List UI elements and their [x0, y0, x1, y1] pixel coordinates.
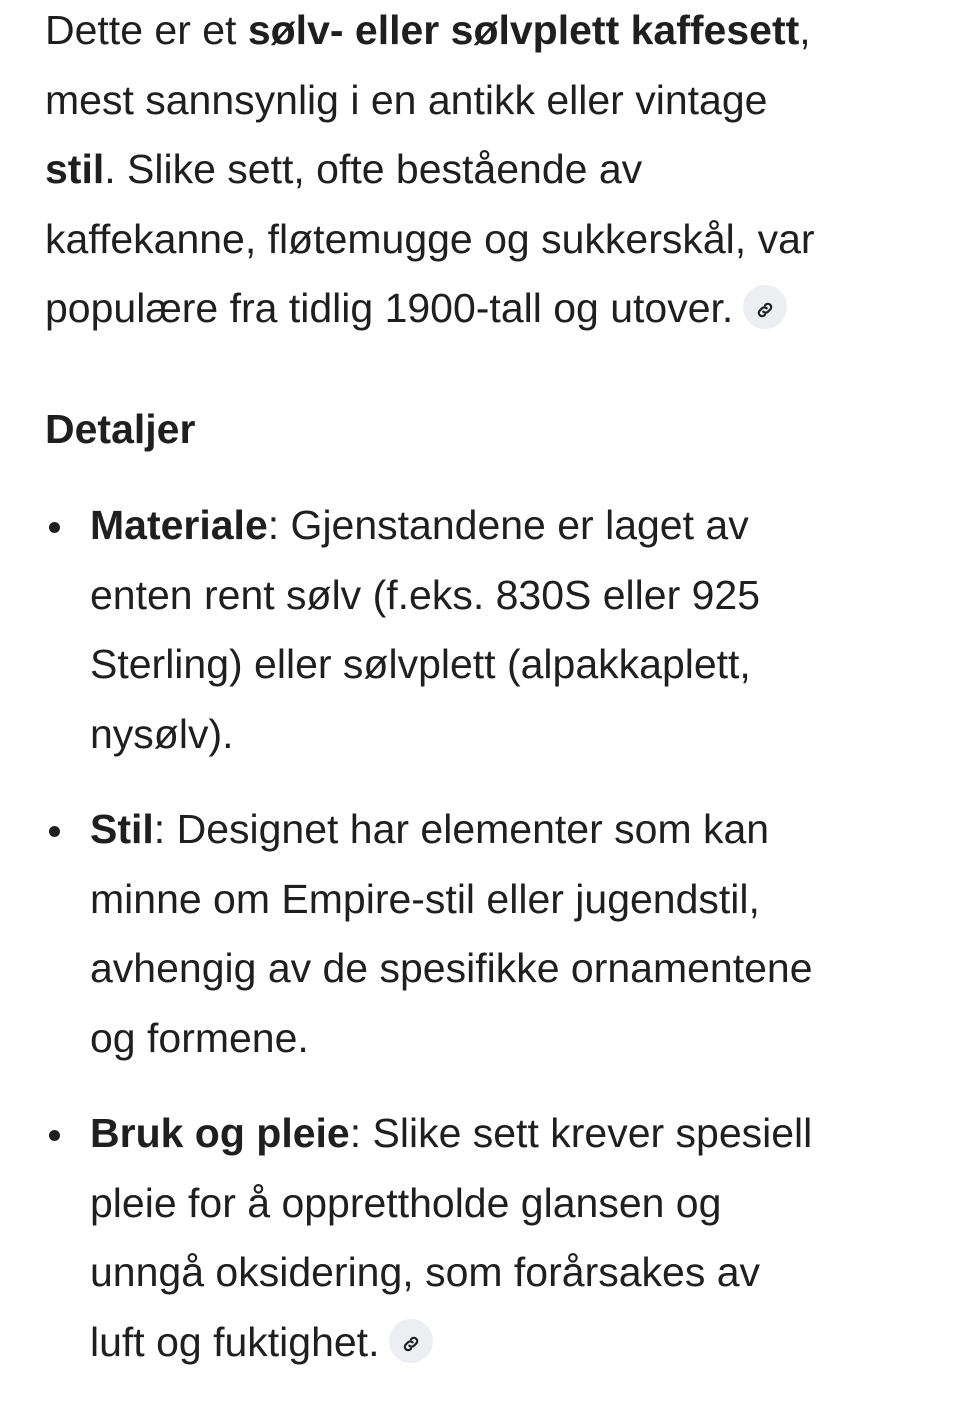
link-icon — [755, 300, 775, 320]
text-line: pleie for å opprettholde glansen og — [90, 1179, 722, 1226]
link-icon — [401, 1334, 421, 1354]
text-line: enten rent sølv (f.eks. 830S eller 925 — [90, 571, 761, 618]
list-item — [45, 1099, 813, 1377]
text-line: avhengig av de spesifikke ornamentene — [90, 945, 813, 991]
text: : Gjenstandene er laget av — [267, 502, 749, 548]
text: luft og fuktighet. — [90, 1318, 380, 1365]
bold-text: stil — [45, 146, 105, 192]
source-link-button[interactable] — [389, 1319, 433, 1363]
details-list — [45, 491, 813, 1377]
text: Dette er et — [45, 7, 248, 53]
text-line: nysølv). — [90, 710, 234, 757]
text: populære fra tidlig 1900-tall og utover. — [45, 285, 734, 331]
text-line: kaffekanne, fløtemugge og sukkerskål, var — [45, 215, 815, 262]
intro-paragraph — [45, 0, 815, 344]
item-term: Bruk og pleie — [90, 1110, 350, 1156]
item-term: Stil — [90, 806, 154, 852]
list-item — [45, 795, 813, 1073]
text-line: mest sannsynlig i en antikk eller vintage — [45, 76, 768, 123]
list-item — [45, 491, 813, 769]
source-link-button[interactable] — [743, 285, 787, 329]
item-term: Materiale — [90, 502, 268, 548]
text: : Slike sett krever spesiell — [349, 1110, 813, 1156]
text-line: og formene. — [90, 1014, 309, 1061]
text: : Designet har elementer som kan — [153, 806, 770, 852]
text: . Slike sett, ofte bestående av — [104, 146, 643, 192]
section-heading: Detaljer — [45, 406, 196, 452]
text: , — [799, 7, 811, 53]
bold-text: sølv- eller sølvplett kaffesett — [247, 7, 800, 53]
text-line: Sterling) eller sølvplett (alpakkaplett, — [90, 641, 751, 687]
text-line: unngå oksidering, som forårsakes av — [90, 1249, 761, 1295]
text-line: minne om Empire-stil eller jugendstil, — [90, 875, 760, 922]
